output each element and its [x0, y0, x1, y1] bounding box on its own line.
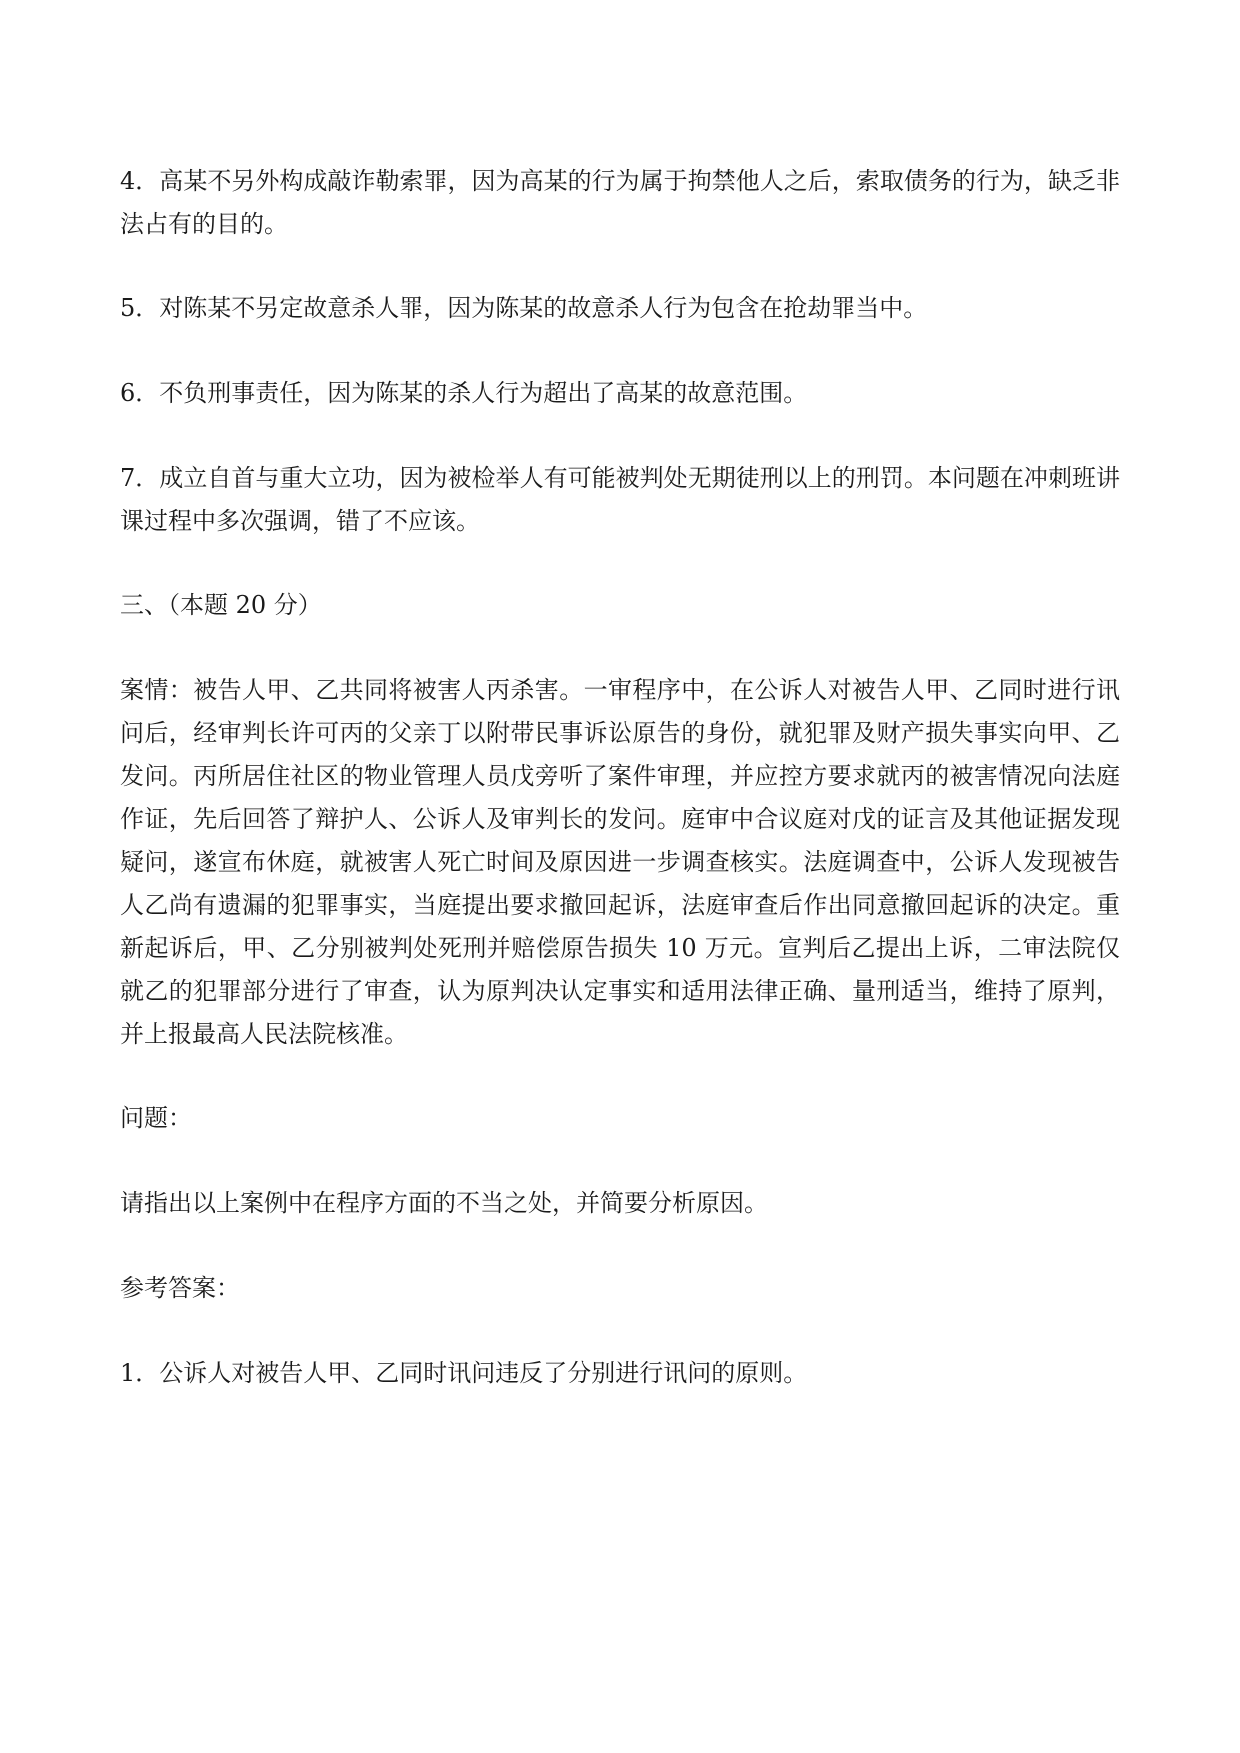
answer-item-7: 7．成立自首与重大立功，因为被检举人有可能被判处无期徒刑以上的刑罚。本问题在冲刺班讲课过程中多次强调，错了不应该。: [120, 464, 1120, 535]
answer-item-4: 4．高某不另外构成敲诈勒索罪，因为高某的行为属于拘禁他人之后，索取债务的行为，缺乏非法占有的目的。: [120, 167, 1120, 238]
answer-item-6: 6．不负刑事责任，因为陈某的杀人行为超出了高某的故意范围。: [120, 379, 808, 407]
case-facts: 案情：被告人甲、乙共同将被害人丙杀害。一审程序中，在公诉人对被告人甲、乙同时进行讯问后，经审判长许可丙的父亲丁以附带民事诉讼原告的身份，就犯罪及财产损失事实向甲、乙发问。丙所居住社区的物业管理人员戊旁听了案件审理，并应控方要求就丙的被害情况向法庭作证，先后回答了辩护人、公诉人及审判长的发问。庭审中合议庭对戊的证言及其他证据发现疑问，遂宣布休庭，就被害人死亡时间及原因进一步调查核实。法庭调查中，公诉人发现被告人乙尚有遗漏的犯罪事实，当庭提出要求撤回起诉，法庭审查后作出同意撤回起诉的决定。重新起诉后，甲、乙分别被判处死刑并赔偿原告损失 10 万元。宣判后乙提出上诉，二审法院仅就乙的犯罪部分进行了审查，认为原判决认定事实和适用法律正确、量刑适当，维持了原判，并上报最高人民法院核准。: [120, 676, 1120, 1048]
section-heading: 三、（本题 20 分）: [120, 591, 322, 619]
question-label: 问题：: [120, 1104, 192, 1132]
reference-answer-item-1: 1．公诉人对被告人甲、乙同时讯问违反了分别进行讯问的原则。: [120, 1359, 808, 1387]
reference-answer-label: 参考答案：: [120, 1274, 240, 1302]
answer-item-5: 5．对陈某不另定故意杀人罪，因为陈某的故意杀人行为包含在抢劫罪当中。: [120, 294, 928, 322]
question-text: 请指出以上案例中在程序方面的不当之处，并简要分析原因。: [120, 1189, 768, 1217]
